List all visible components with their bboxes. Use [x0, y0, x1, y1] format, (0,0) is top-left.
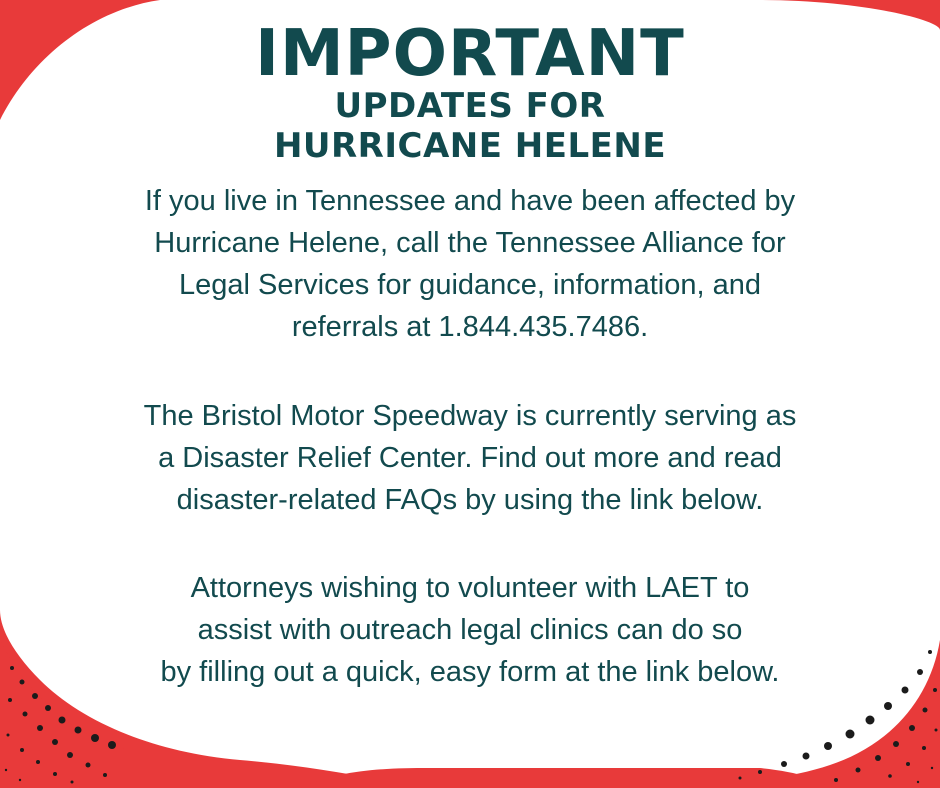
text-line: assist with outreach legal clinics can do so [197, 614, 743, 646]
text-line: disaster-related FAQs by using the link below. [176, 484, 764, 516]
subtitle-line-2: HURRICANE HELENE [273, 126, 667, 166]
text-line: The Bristol Motor Speedway is currently serving as [143, 400, 797, 432]
text-line: If you live in Tennessee and have been affected by [144, 185, 796, 217]
subtitle-line-1: UPDATES FOR [334, 86, 606, 126]
paragraph-volunteer-attorneys [30, 567, 910, 693]
text-line: a Disaster Relief Center. Find out more and read [158, 442, 782, 474]
text-line: Attorneys wishing to volunteer with LAET to [190, 572, 750, 604]
text-line: by filling out a quick, easy form at the link below. [160, 656, 780, 688]
text-line: Hurricane Helene, call the Tennessee Alliance for [154, 227, 786, 259]
headline-title: IMPORTANT [255, 17, 685, 91]
paragraph-relief-center [30, 395, 910, 521]
text-line: referrals at 1.844.435.7486. [291, 311, 649, 343]
text-line: Legal Services for guidance, information, and [179, 269, 761, 301]
paragraph-legal-services [30, 180, 910, 348]
